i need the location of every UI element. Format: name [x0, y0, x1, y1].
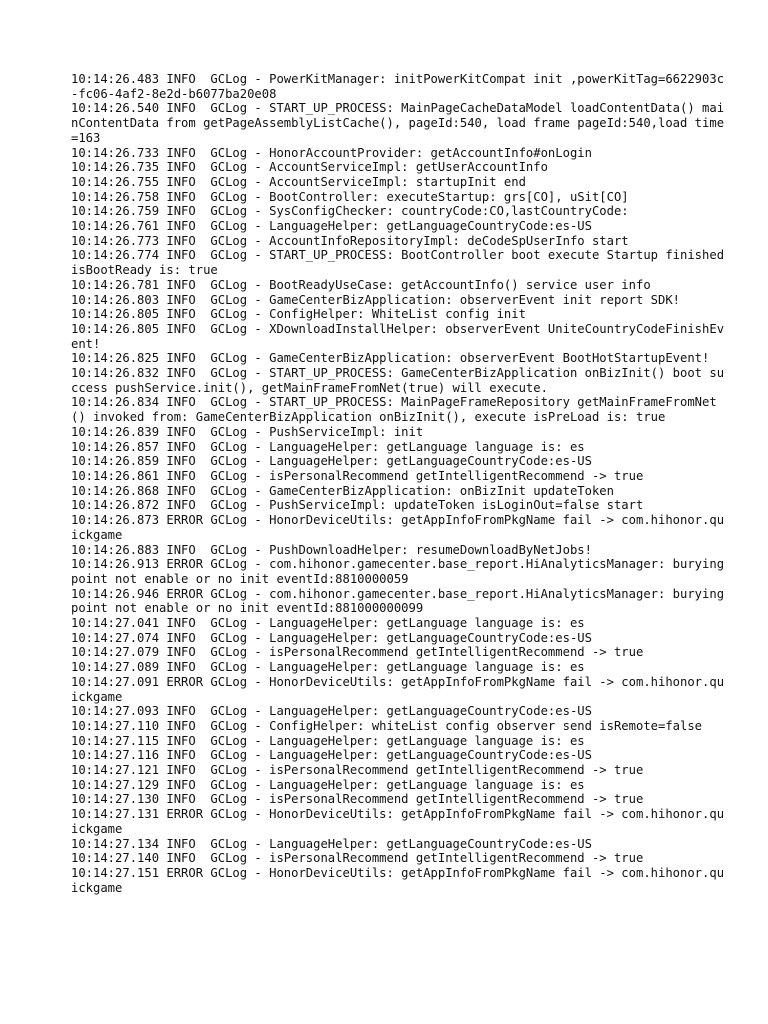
- log-line: 10:14:26.868 INFO GCLog - GameCenterBizApplication: onBizInit updateToken: [71, 483, 614, 498]
- log-line: 10:14:27.110 INFO GCLog - ConfigHelper: whiteList config observer send isRemote=false: [71, 718, 703, 733]
- log-line: 10:14:27.151 ERROR GCLog - HonorDeviceUtils: getAppInfoFromPkgName fail -> com.hihonor.quickgame: [71, 865, 725, 895]
- log-line: 10:14:26.913 ERROR GCLog - com.hihonor.gamecenter.base_report.HiAnalyticsManager: burying point not enable or no init eventId:8810000059: [71, 557, 732, 586]
- log-line: 10:14:26.540 INFO GCLog - START_UP_PROCESS: MainPageCacheDataModel loadContentData() mainContentData from getPageAssemblyListCache(), pageId:540, load frame pageId:540,load time=163: [71, 101, 725, 145]
- log-line: 10:14:26.883 INFO GCLog - PushDownloadHelper: resumeDownloadByNetJobs!: [71, 542, 592, 557]
- log-line: 10:14:27.130 INFO GCLog - isPersonalRecommend getIntelligentRecommend -> true: [71, 792, 644, 807]
- log-text-block: [71, 72, 731, 895]
- log-line: 10:14:26.839 INFO GCLog - PushServiceImpl: init: [71, 424, 424, 439]
- log-line: 10:14:27.079 INFO GCLog - isPersonalRecommend getIntelligentRecommend -> true: [71, 645, 644, 660]
- log-line: 10:14:26.832 INFO GCLog - START_UP_PROCESS: GameCenterBizApplication onBizInit() boot success pushService.init(), getMainFrameFromNet(true) will execute.: [71, 366, 725, 395]
- log-line: 10:14:26.873 ERROR GCLog - HonorDeviceUtils: getAppInfoFromPkgName fail -> com.hihonor.quickgame: [71, 513, 725, 542]
- log-line: 10:14:26.825 INFO GCLog - GameCenterBizApplication: observerEvent BootHotStartupEvent!: [71, 351, 710, 366]
- log-line: 10:14:26.834 INFO GCLog - START_UP_PROCESS: MainPageFrameRepository getMainFrameFromNet() invoked from: GameCenterBizApplication onBizInit(), execute isPreLoad is: true: [71, 395, 717, 425]
- log-line: 10:14:27.041 INFO GCLog - LanguageHelper: getLanguage language is: es: [71, 616, 585, 631]
- log-line: 10:14:27.134 INFO GCLog - LanguageHelper: getLanguageCountryCode:es-US: [71, 836, 592, 851]
- log-line: 10:14:27.121 INFO GCLog - isPersonalRecommend getIntelligentRecommend -> true: [71, 763, 644, 778]
- log-line: 10:14:26.946 ERROR GCLog - com.hihonor.gamecenter.base_report.HiAnalyticsManager: burying point not enable or no init eventId:881000000099: [71, 586, 732, 616]
- log-line: 10:14:27.074 INFO GCLog - LanguageHelper: getLanguageCountryCode:es-US: [71, 630, 592, 645]
- log-line: 10:14:27.093 INFO GCLog - LanguageHelper: getLanguageCountryCode:es-US: [71, 704, 592, 719]
- log-line: 10:14:27.089 INFO GCLog - LanguageHelper: getLanguage language is: es: [71, 660, 585, 675]
- log-line: 10:14:26.803 INFO GCLog - GameCenterBizApplication: observerEvent init report SDK!: [71, 292, 681, 307]
- log-line: 10:14:26.735 INFO GCLog - AccountServiceImpl: getUserAccountInfo: [71, 160, 548, 175]
- log-line: 10:14:26.805 INFO GCLog - XDownloadInstallHelper: observerEvent UniteCountryCodeFinishEvent!: [71, 321, 725, 351]
- log-line: 10:14:27.131 ERROR GCLog - HonorDeviceUtils: getAppInfoFromPkgName fail -> com.hihonor.quickgame: [71, 807, 725, 836]
- log-line: 10:14:26.733 INFO GCLog - HonorAccountProvider: getAccountInfo#onLogin: [71, 145, 592, 160]
- log-line: 10:14:27.129 INFO GCLog - LanguageHelper: getLanguage language is: es: [71, 777, 585, 792]
- log-line: 10:14:26.859 INFO GCLog - LanguageHelper: getLanguageCountryCode:es-US: [71, 454, 592, 469]
- log-line: 10:14:26.758 INFO GCLog - BootController: executeStartup: grs[CO], uSit[CO]: [71, 189, 629, 204]
- log-line: 10:14:26.483 INFO GCLog - PowerKitManager: initPowerKitCompat init ,powerKitTag=6622903c-fc06-4af2-8e2d-b6077ba20e08: [71, 72, 725, 101]
- log-line: 10:14:27.091 ERROR GCLog - HonorDeviceUtils: getAppInfoFromPkgName fail -> com.hihonor.quickgame: [71, 674, 725, 704]
- log-line: 10:14:26.805 INFO GCLog - ConfigHelper: WhiteList config init: [71, 307, 526, 322]
- log-line: 10:14:27.116 INFO GCLog - LanguageHelper: getLanguageCountryCode:es-US: [71, 748, 592, 763]
- log-line: 10:14:26.857 INFO GCLog - LanguageHelper: getLanguage language is: es: [71, 439, 585, 454]
- log-line: 10:14:26.773 INFO GCLog - AccountInfoRepositoryImpl: deCodeSpUserInfo start: [71, 233, 629, 248]
- log-line: 10:14:27.140 INFO GCLog - isPersonalRecommend getIntelligentRecommend -> true: [71, 851, 644, 866]
- log-line: 10:14:26.759 INFO GCLog - SysConfigChecker: countryCode:CO,lastCountryCode:: [71, 204, 629, 219]
- log-line: 10:14:26.872 INFO GCLog - PushServiceImpl: updateToken isLoginOut=false start: [71, 498, 644, 513]
- log-line: 10:14:26.774 INFO GCLog - START_UP_PROCESS: BootController boot execute Startup finished isBootReady is: true: [71, 248, 732, 278]
- log-line: 10:14:26.755 INFO GCLog - AccountServiceImpl: startupInit end: [71, 174, 526, 189]
- log-line: 10:14:27.115 INFO GCLog - LanguageHelper: getLanguage language is: es: [71, 733, 585, 748]
- log-line: 10:14:26.861 INFO GCLog - isPersonalRecommend getIntelligentRecommend -> true: [71, 468, 644, 483]
- log-line: 10:14:26.761 INFO GCLog - LanguageHelper: getLanguageCountryCode:es-US: [71, 219, 592, 234]
- log-line: 10:14:26.781 INFO GCLog - BootReadyUseCase: getAccountInfo() service user info: [71, 277, 651, 292]
